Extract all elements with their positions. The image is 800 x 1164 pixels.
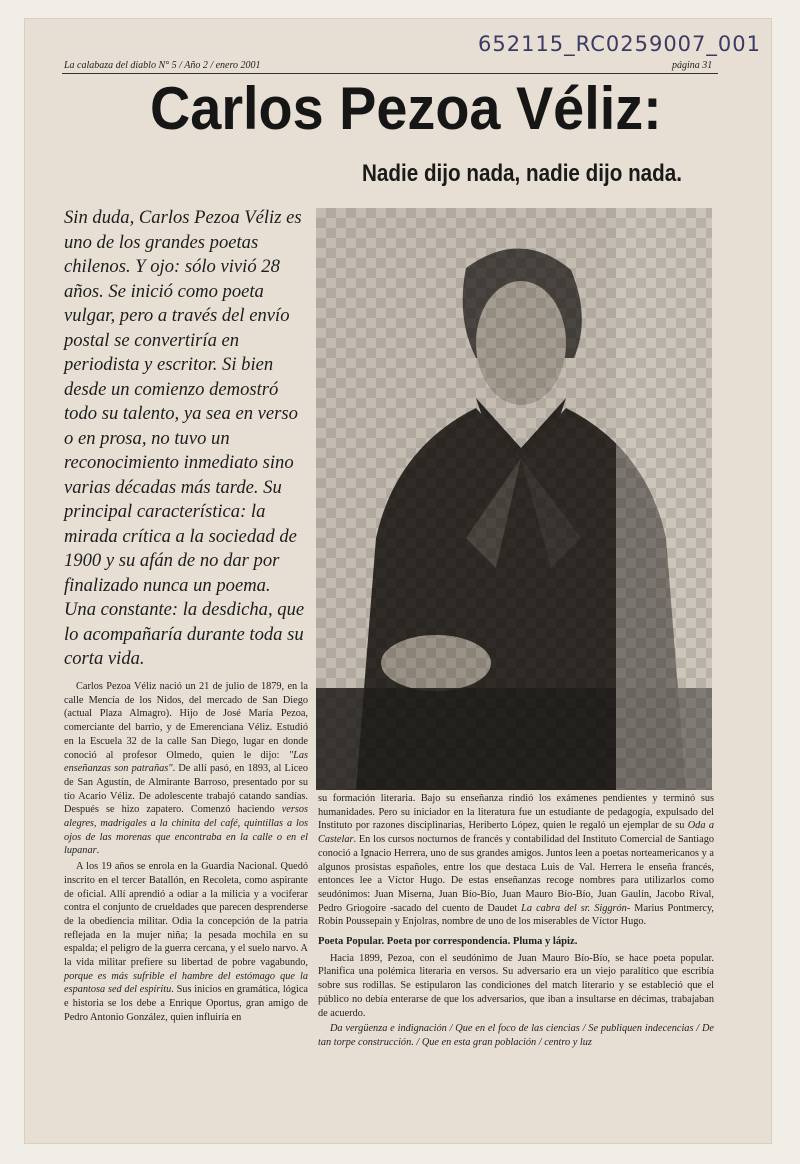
paragraph xyxy=(318,792,714,929)
paragraph xyxy=(64,860,308,1024)
header-rule xyxy=(62,73,718,74)
section-heading: Poeta Popular. Poeta por correspondencia. Pluma y lápiz. xyxy=(318,936,578,948)
text-run: - Marius Pontmercy, Robin Poussepain y Enjolras, nombre de uno de los miserables de Víctor Hugo. xyxy=(318,902,714,928)
publication-info: La calabaza del diablo N° 5 / Año 2 / enero 2001 xyxy=(64,60,261,71)
italic-run: porque es más sufrible el hambre del estómago que la espantosa sed del espíritu xyxy=(64,970,308,996)
paragraph: Hacia 1899, Pezoa, con el seudónimo de Juan Mauro Bío-Bío, se hace poeta popular. Planifica una polémica literaria en versos. Su adversario era un viejo paralítico que escribía sobre sus rodillas. Se estipularon las condiciones del match literario y se estableció que el público no debía enterarse de que los adversarios, que iban a insultarse en décimas, trabajaban de acuerdo. xyxy=(318,952,714,1019)
halftone-pattern xyxy=(316,208,712,790)
page-number: página 31 xyxy=(672,60,713,71)
text-run: su formación literaria. Bajo su enseñanza rindió los exámenes pendientes y terminó sus humanidades. Pero su iniciador en la literatura fue un estudiante de pedagogía, expulsado del Instituto por razones disciplinarias, Heriberto López, quien le regaló un ejemplar de su xyxy=(318,793,714,832)
italic-run: La cabra del sr. Siggrón xyxy=(521,902,627,914)
text-run: . Sus inicios en gramática, lógica e historia se los debe a Enrique Oportus, gran amigo de Pedro Antonio González, quien influiría en xyxy=(64,984,309,1023)
archive-code: 652115_RC0259007_001 xyxy=(478,32,761,56)
text-run: A los 19 años se enrola en la Guardia Nacional. Quedó inscrito en el tercer Batallón, en Recoleta, como aspirante de oficial. Allí aprendió a odiar a la milicia y a vociferar contra el conjunto de crueldades que parecen desprenderse de la obediencia militar. Odia la concepción de la patria reflejada en la mujer niña; la pesada mochila en su espalda; el peligro de la guerra cercana, y el suelo narvo. A la vida militar prefiere su libertad de pobre vagabundo, xyxy=(64,861,308,969)
italic-run: versos alegres, madrigales a la chinita del café, quintillas a los ojos de las morenas que encontraba en la calle o en el lupanar xyxy=(64,804,308,857)
italic-run: Oda a Castelar xyxy=(318,820,714,846)
text-run: . De allí pasó, en 1893, al Liceo de San Agustín, de Almirante Barroso, presentado por su tío Acario Véliz. De adolescente trabajó catando sandías. Después se hizo zapatero. Comenzó haciendo xyxy=(64,763,308,816)
article-title: Carlos Pezoa Véliz: xyxy=(150,75,662,142)
quote-run: "Las enseñanzas son patrañas" xyxy=(64,749,308,775)
italic-run: Da vergüenza e indignación / Que en el foco de las ciencias / Se publiquen indecencias / De tan torpe construcción. / Que en esta gran población / centro y luz xyxy=(318,1023,714,1048)
portrait-photo xyxy=(316,208,712,790)
right-column-text xyxy=(318,792,714,1052)
text-run: . En los cursos nocturnos de francés y contabilidad del Instituto Comercial de Santiago conoció a Ignacio Herrera, uno de sus grandes amigos. Juntos leen a poetas norteamericanos y a algunos prosistas españoles, entre los que destaca Luis de Val. Herrera le enseña francés, entonces lee a Víctor Hugo. De estas enseñanzas recoge nombres para utilizarlos como seudónimos: Juan Miserna, Juan Bío-Bío, Juan Mauro Bío-Bío, Juan Gaulín, Jacobo Rival, Pedro Griogoire -sacado del cuento de Daudet xyxy=(318,834,714,914)
left-column-text xyxy=(64,680,308,1027)
text-run: . xyxy=(96,845,100,857)
poem-excerpt xyxy=(318,1022,714,1049)
text-run: Carlos Pezoa Véliz nació un 21 de julio de 1879, en la calle Mencía de los Nidos, del mercado de San Diego (actual Plaza Almagro). Hijo de José María Pezoa, comerciante del barrio, y de Emerenciana Véliz. Estudió en la Escuela 32 de la calle San Diego, lugar en donde conoció al profesor Olmedo, quien le dijo: xyxy=(64,681,308,761)
paragraph xyxy=(64,680,308,858)
article-subtitle: Nadie dijo nada, nadie dijo nada. xyxy=(362,160,682,187)
article-lead: Sin duda, Carlos Pezoa Véliz es uno de los grandes poetas chilenos. Y ojo: sólo vivió 28 años. Se inició como poeta vulgar, pero a través del envío postal se convertiría en periodista y escritor. Si bien desde un comienzo demostró todo su talento, ya sea en verso o en prosa, no tuvo un reconocimiento inmediato sino varias décadas más tarde. Su principal característica: la mirada crítica a la sociedad de 1900 y su afán de no dar por finalizado nunca un poema. Una constante: la desdicha, que lo acompañaría durante toda su corta vida. xyxy=(64,207,305,669)
